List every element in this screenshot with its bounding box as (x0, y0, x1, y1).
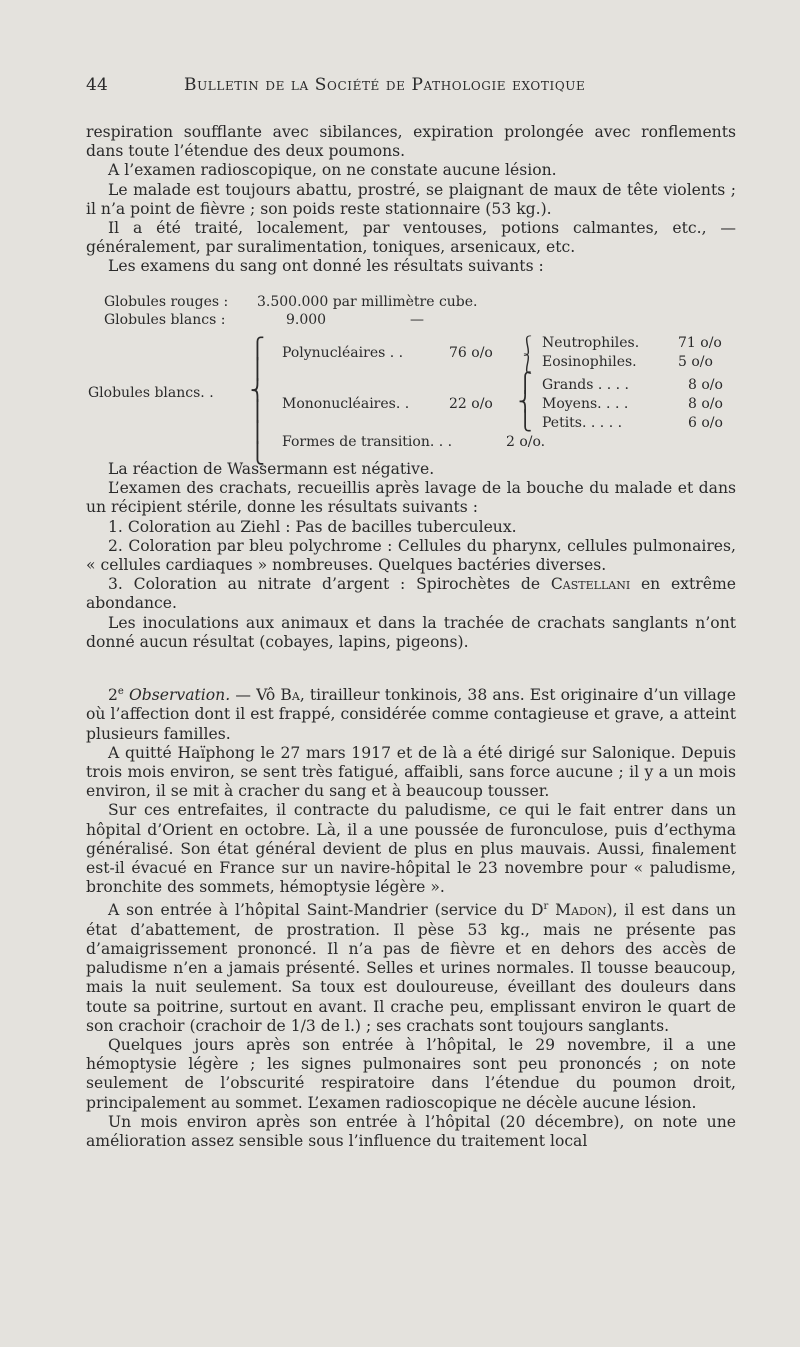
white-cells-label: Globules blancs : (104, 312, 226, 328)
paragraph: Sur ces entrefaites, il contracte du paludisme, ce qui le fait entrer dans un hôpital d’Orient en octobre. Là, il a une poussée de furonculose, puis d’ecthyma généralisé. Son état général devient de plus en plus mauvais. Aussi, finalement est-il évacué en France sur un navire-hôpital le 23 novembre pour « paludisme, bronchite des sommets, hémoptysie légère ». (86, 801, 736, 897)
white-cells-value: 9.000 (286, 312, 327, 328)
subject-name: Ba (280, 686, 300, 705)
observation-intro (86, 682, 736, 744)
item3-text: en extrême abondance. (86, 575, 737, 613)
page-header (86, 75, 736, 105)
observation-intro-text: , tirailleur tonkinois, 38 ans. Est originaire d’un village où l’affection dont il est frappé, considérée comme contagieuse et grave, a atteint plusieurs familles. (86, 686, 736, 743)
white-cells-line (104, 311, 736, 329)
transition-value: 2 o/o. (506, 434, 546, 450)
medium-value: 8 o/o (688, 396, 723, 412)
observation-title: Observation. (128, 686, 231, 705)
paragraph: La réaction de Wassermann est négative. (108, 460, 435, 478)
eosinophil-value: 5 o/o (678, 354, 713, 370)
observation-number-suffix: e (117, 686, 124, 697)
paragraph: Le malade est toujours abattu, prostré, se plaignant de maux de tête violents ; il n’a point de fièvre ; son poids reste stationnaire (53 kg.). (86, 180, 736, 218)
paragraph: Les examens du sang ont donné les résultats suivants : (108, 257, 544, 276)
red-cells-line (104, 293, 736, 311)
paragraph: A l’examen radioscopique, on ne constate aucune lésion. (108, 161, 557, 180)
transition-label: Formes de transition. . . (282, 434, 453, 450)
mononuclear-label: Mononucléaires. . (282, 396, 410, 412)
small-label: Petits. . . . . (542, 415, 623, 431)
large-label: Grands . . . . (542, 377, 629, 393)
doctor-name: Madon (548, 901, 607, 920)
neutrophil-label: Neutrophiles. (542, 335, 640, 351)
paragraph: A quitté Haïphong le 27 mars 1917 et de là a été dirigé sur Salonique. Depuis trois mois environ, se sent très fatigué, affaibli, sans force aucune ; il y a un mois environ, il se mit à cracher du sang et à beaucoup tousser. (86, 743, 736, 801)
paragraph: Il a été traité, localement, par ventouses, potions calmantes, etc., — généralement, par suralimentation, toniques, arsenicaux, etc. (86, 219, 736, 257)
paragraph: L’examen des crachats, recueillis après lavage de la bouche du malade et dans un récipient stérile, donne les résultats suivants : (86, 479, 736, 517)
mono-brace: ⎧ ⎨ ⎩ (518, 372, 533, 432)
page-number: 44 (86, 75, 109, 95)
subject-first-name: Vô (256, 686, 281, 705)
poly-brace: ⎰ ⎱ (518, 335, 538, 375)
paragraph: 1. Coloration au Ziehl : Pas de bacilles tuberculeux. (108, 517, 517, 536)
neutrophil-value: 71 o/o (678, 335, 722, 351)
medium-label: Moyens. . . . (542, 396, 629, 412)
paragraph (86, 575, 736, 613)
madon-text: A son entrée à l’hôpital Saint-Mandrier (service du D (108, 901, 544, 920)
paragraph: respiration soufflante avec sibilances, expiration prolongée avec ronflements dans toute l’étendue des deux poumons. (86, 123, 736, 161)
red-cells-label: Globules rouges : (104, 294, 229, 310)
item3-text: 3. Coloration au nitrate d’argent : Spirochètes de (108, 575, 551, 594)
mononuclear-value: 22 o/o (449, 396, 493, 412)
paragraph: 2. Coloration par bleu polychrome : Cellules du pharynx, cellules pulmonaires, « cellules cardiaques » nombreuses. Quelques bactéries diverses. (86, 536, 736, 575)
observation-dash: — (230, 686, 257, 705)
polynuclear-value: 76 o/o (449, 345, 493, 361)
intro-section (86, 123, 736, 277)
left-brace: ⎧ ⎪ ⎨ ⎪ ⎪ ⎩ (250, 336, 265, 465)
red-cells-value: 3.500.000 par millimètre cube. (257, 294, 478, 310)
eosinophil-label: Eosinophiles. (542, 354, 637, 370)
madon-text: ), il est dans un état d’abattement, de prostration. Il pèse 53 kg., mais ne présente pas d’amaigrissement prononcé. Il n’a pas de fièvre et en dehors des accès de paludisme n’en a jamais présenté. Selles et urines normales. Il tousse beaucoup, mais la nuit seulement. Sa toux est douloureuse, éveillant des douleurs dans toute sa poitrine, surtout en avant. Il crache peu, emplissant environ le quart de son crachoir (crachoir de 1/3 de l.) ; ses crachats sont toujours sanglants. (86, 901, 736, 1035)
small-value: 6 o/o (688, 415, 723, 431)
observation-number: 2 (108, 686, 118, 705)
paragraph: Un mois environ après son entrée à l’hôpital (20 décembre), on note une amélioration assez sensible sous l’influence du traitement local (86, 1112, 736, 1151)
paragraph: Quelques jours après son entrée à l’hôpital, le 29 novembre, il a une hémoptysie légère ; les signes pulmonaires sont peu prononcés ; on note seulement de l’obscurité respiratoire dans l’étendue du poumon droit, principalement au sommet. L’examen radioscopique ne décèle aucune lésion. (86, 1036, 736, 1112)
paragraph (86, 897, 736, 1036)
running-title: Bulletin de la Société de Pathologie exotique (184, 75, 586, 95)
blood-counts (104, 293, 736, 329)
polynuclear-label: Polynucléaires . . (282, 345, 404, 361)
author-name: Castellani (550, 575, 631, 594)
doctor-abbrev-sup: r (543, 901, 549, 913)
ditto-mark: — (410, 312, 424, 328)
observation-section (86, 682, 736, 1151)
large-value: 8 o/o (688, 377, 723, 393)
results-section (86, 460, 736, 652)
formula-label: Globules blancs. . (88, 385, 214, 401)
paragraph: Les inoculations aux animaux et dans la trachée de crachats sanglants n’ont donné aucun résultat (cobayes, lapins, pigeons). (86, 613, 736, 651)
